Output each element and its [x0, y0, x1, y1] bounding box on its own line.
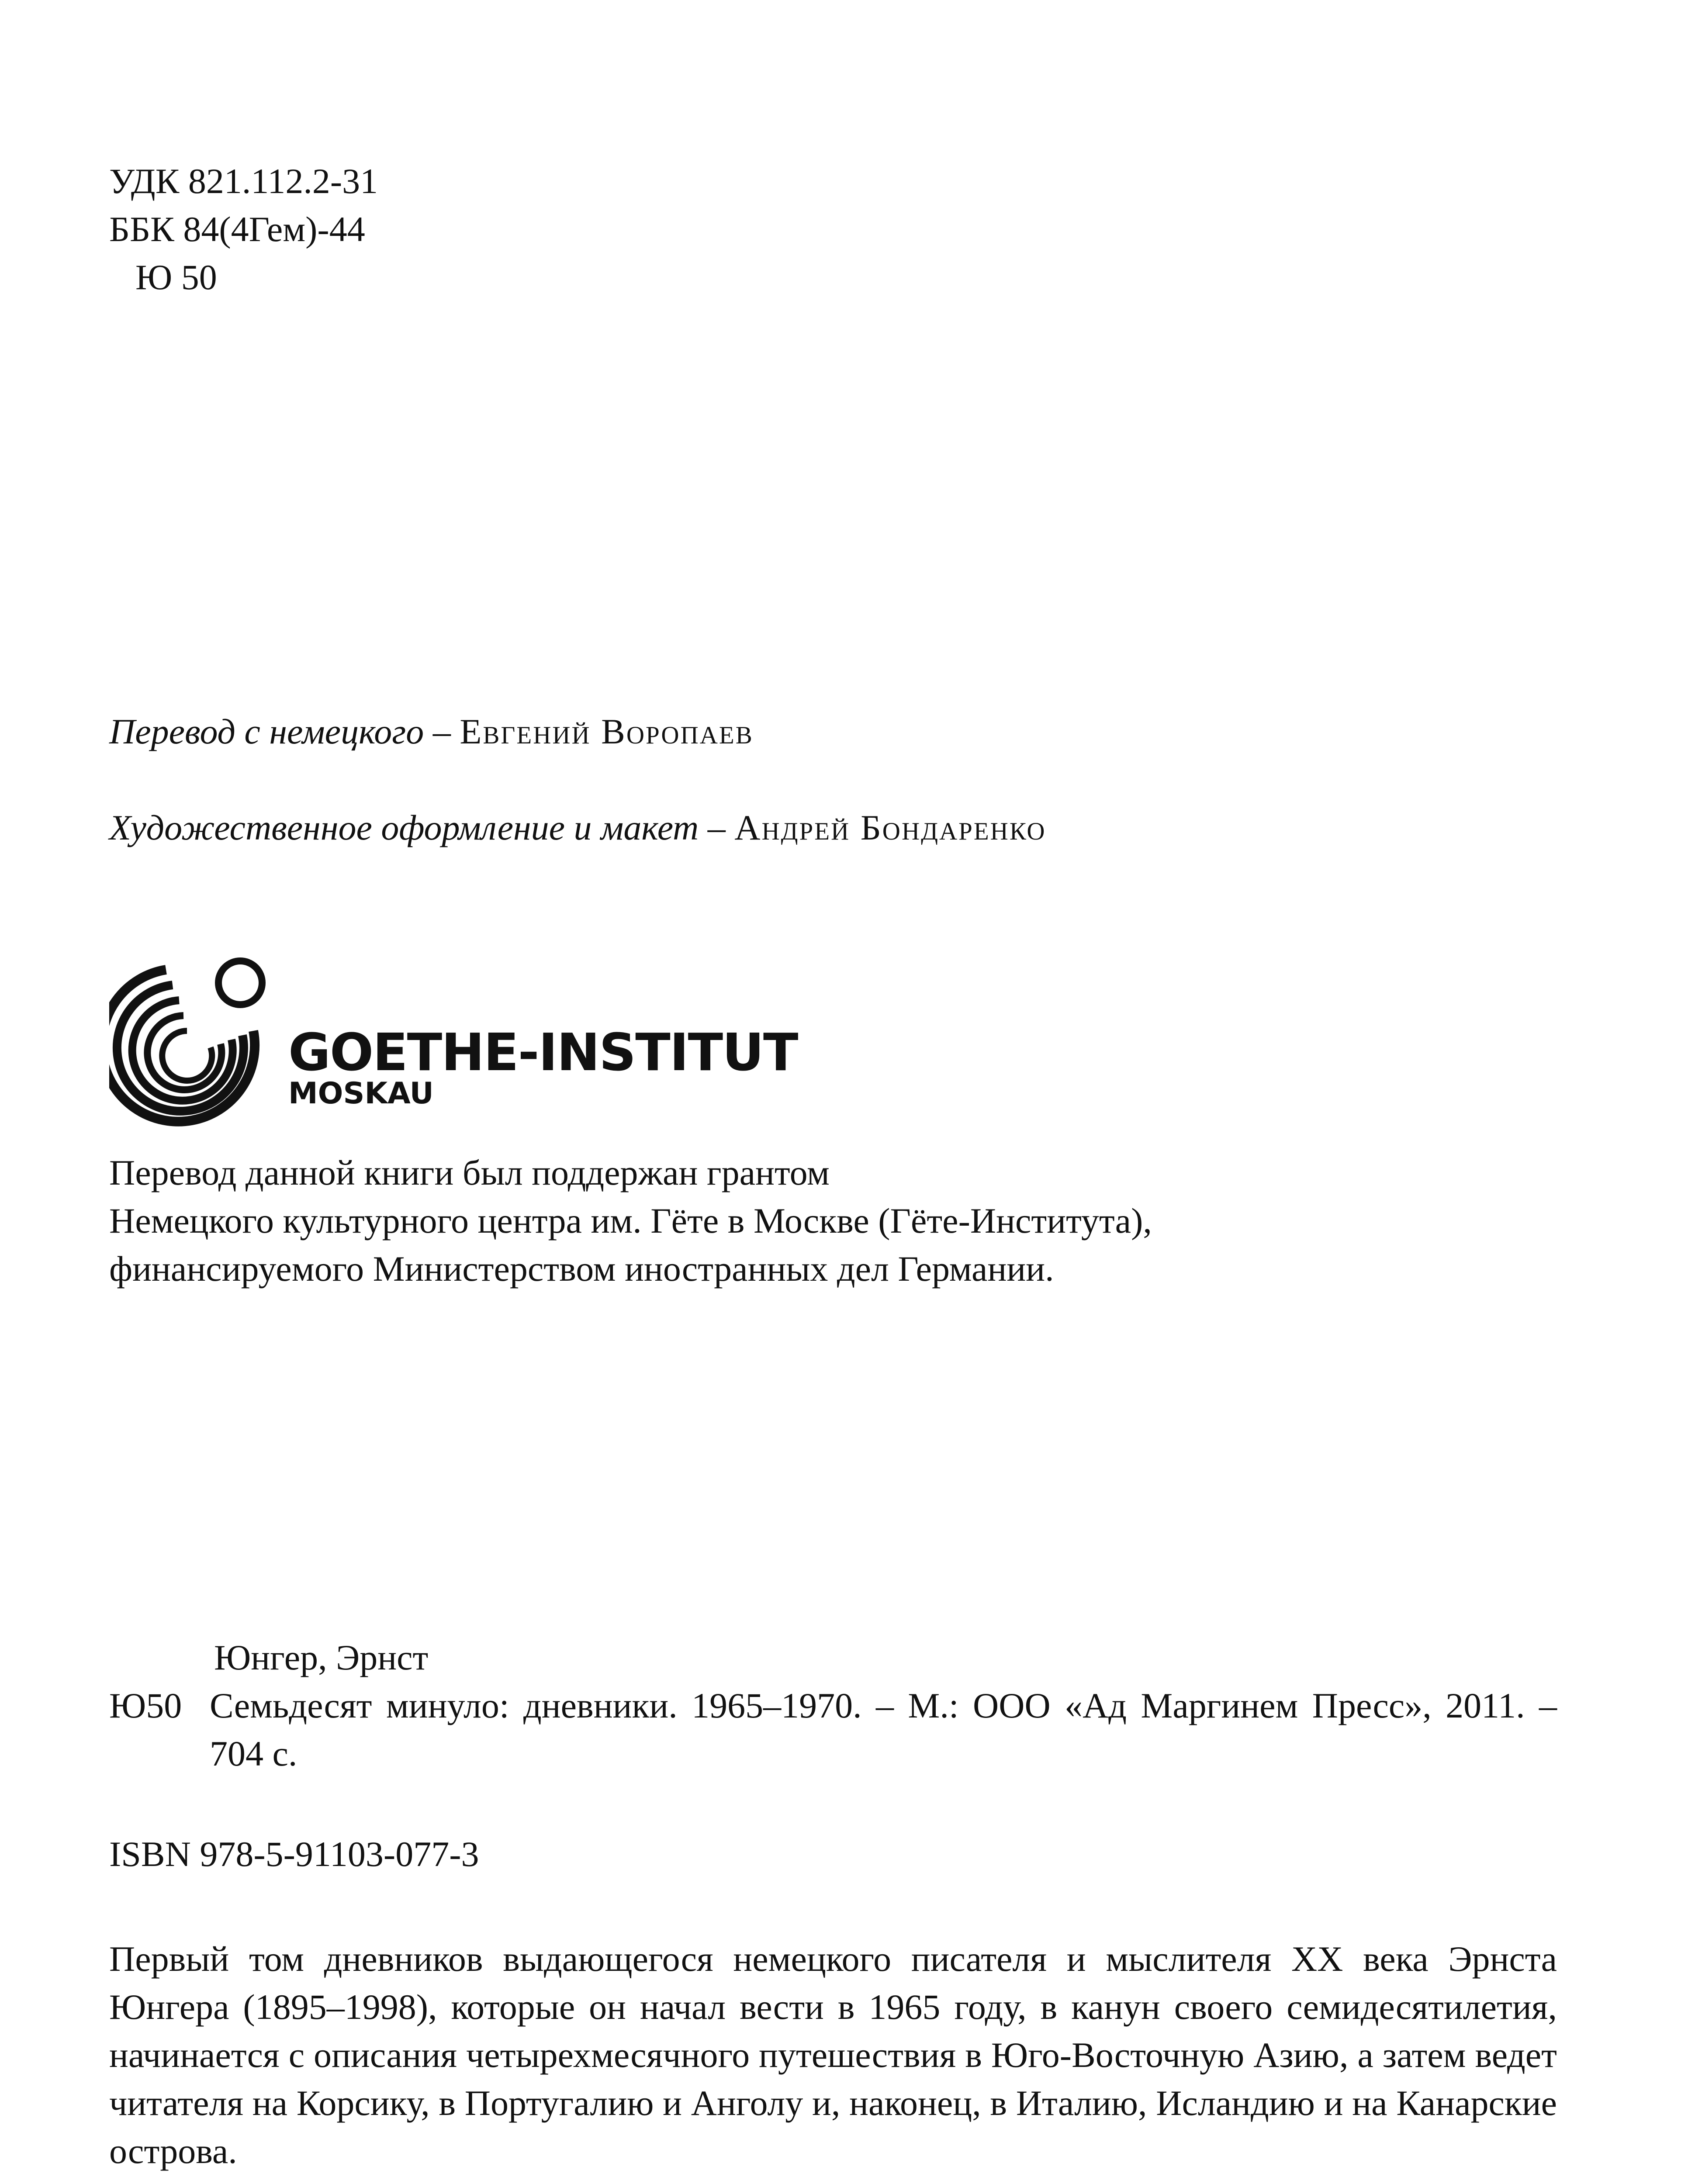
bbk-code: ББК 84(4Гем)-44 — [109, 209, 365, 249]
catalog-author: Юнгер, Эрнст — [214, 1638, 429, 1677]
translator-name: Евгений Воропаев — [460, 712, 754, 751]
catalog-description — [109, 1682, 1557, 1778]
translation-dash: – — [432, 712, 451, 751]
design-label: Художественное оформление и макет — [109, 807, 699, 847]
goethe-institut-logo — [109, 952, 798, 1127]
designer-name: Андрей Бондаренко — [734, 807, 1046, 847]
annotation: Первый том дневников выдающегося немецкого писателя и мыслителя XX века Эрнста Юнгера (1895–1998), которые он начал вести в 1965 году, в канун своего семидесятилетия, начинается с описания четырехмесячного путешествия в Юго-Восточную Азию, а затем ведет читателя на Корсику, в Португалию и Анголу и, наконец, в Италию, Исландию и на Канарские острова. — [109, 1939, 1557, 2171]
isbn-top: ISBN 978-5-91103-077-3 — [109, 1834, 479, 1874]
design-credit — [109, 804, 1557, 852]
grant-line: финансируемого Министерством иностранных дел Германии. — [109, 1248, 1054, 1289]
design-dash: – — [707, 807, 726, 847]
translation-label: Перевод с немецкого — [109, 712, 424, 751]
catalog-code: Ю50 — [109, 1685, 182, 1725]
goethe-swirl-icon — [109, 952, 284, 1127]
catalog-entry-text: Семьдесят минуло: дневники. 1965–1970. – М.: ООО «Ад Маргинем Пресс», 2011. – 704 с. — [210, 1685, 1557, 1773]
translation-credit — [109, 708, 1557, 756]
grant-note — [109, 1149, 1557, 1293]
logo-line-institute: GOETHE-INSTITUT — [288, 1022, 798, 1082]
author-mark: Ю 50 — [135, 257, 217, 297]
grant-line: Немецкого культурного центра им. Гёте в Москве (Гёте-Института), — [109, 1200, 1152, 1241]
classification-block — [109, 157, 1557, 301]
udk-code: УДК 821.112.2-31 — [109, 161, 378, 201]
catalog-entry — [109, 1634, 1557, 1778]
logo-line-city: MOSKAU — [288, 1076, 434, 1111]
logo-wordmark — [288, 1022, 798, 1111]
grant-line: Перевод данной книги был поддержан грантом — [109, 1153, 830, 1192]
credits-block — [109, 708, 1557, 852]
